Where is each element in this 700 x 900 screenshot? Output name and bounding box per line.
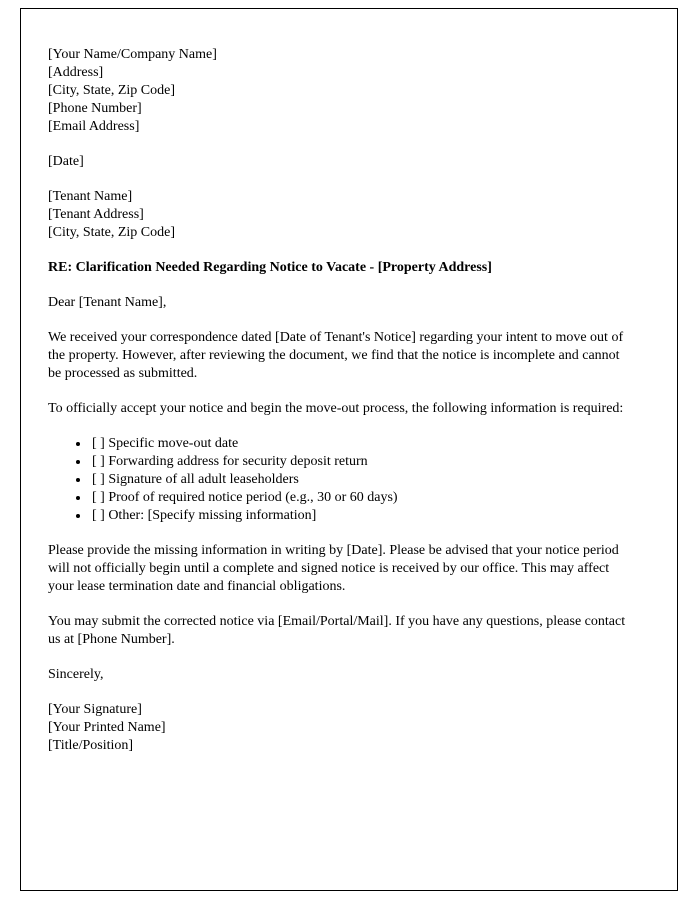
checklist-item-forwarding-address: • [ ] Forwarding address for security deposit return [90, 453, 636, 471]
missing-items-checklist [48, 435, 636, 525]
closing-line: Sincerely, [48, 667, 104, 682]
paragraph-intro: We received your correspondence dated [Date of Tenant's Notice] regarding your intent to move out of the property. However, after reviewing the document, we find that the notice is incomplete and cannot be processed as submitted. [48, 330, 624, 381]
title-position-line: [Title/Position] [48, 738, 134, 753]
tenant-address-line: [Tenant Address] [48, 207, 144, 222]
paragraph-submission: You may submit the corrected notice via [Email/Portal/Mail]. If you have any questions, please contact us at [Phone Number]. [48, 614, 626, 647]
sender-city-line: [City, State, Zip Code] [48, 83, 176, 98]
sender-email-line: [Email Address] [48, 119, 140, 134]
signature-line: [Your Signature] [48, 702, 142, 717]
signature-block [48, 701, 636, 755]
recipient-address-block [48, 188, 636, 242]
letter-content [48, 46, 636, 772]
paragraph-requirements-lead: To officially accept your notice and begin the move-out process, the following information is required: [48, 401, 624, 416]
date-line: [Date] [48, 154, 84, 169]
printed-name-line: [Your Printed Name] [48, 720, 166, 735]
salutation-line: Dear [Tenant Name], [48, 295, 167, 310]
checklist-item-moveout-date: • [ ] Specific move-out date [90, 435, 636, 453]
sender-address-line: [Address] [48, 65, 104, 80]
tenant-name-line: [Tenant Name] [48, 189, 133, 204]
date-block [48, 153, 636, 171]
checklist-item-signatures: • [ ] Signature of all adult leaseholders [90, 471, 636, 489]
checklist-item-other: • [ ] Other: [Specify missing information] [90, 507, 636, 525]
subject-line: RE: Clarification Needed Regarding Notice to Vacate - [Property Address] [48, 260, 492, 275]
paragraph-deadline: Please provide the missing information in writing by [Date]. Please be advised that your notice period will not officially begin until a complete and signed notice is received by our office. This may affect your lease termination date and financial obligations. [48, 543, 619, 594]
sender-address-block [48, 46, 636, 136]
sender-phone-line: [Phone Number] [48, 101, 142, 116]
tenant-city-line: [City, State, Zip Code] [48, 225, 176, 240]
checklist-item-notice-period: • [ ] Proof of required notice period (e.g., 30 or 60 days) [90, 489, 636, 507]
sender-name-line: [Your Name/Company Name] [48, 47, 217, 62]
